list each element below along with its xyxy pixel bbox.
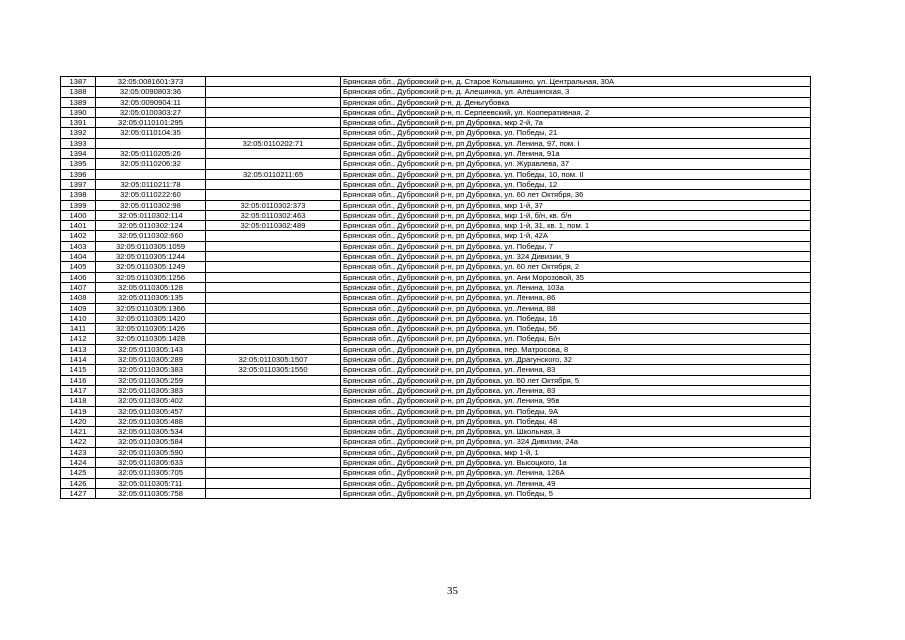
table-row bbox=[61, 457, 811, 467]
table-row bbox=[61, 231, 811, 241]
cadastral-number-cell: 32:05:0110305:1256 bbox=[96, 272, 206, 282]
cadastral-number-cell: 32:05:0110302:124 bbox=[96, 221, 206, 231]
secondary-cadastral-number-cell bbox=[206, 128, 341, 138]
row-number-cell: 1401 bbox=[61, 221, 96, 231]
address-cell: Брянская обл., Дубровский р-н, рп Дубровка, мкр 1-й, 42А bbox=[341, 231, 811, 241]
address-cell: Брянская обл., Дубровский р-н, д. Деньгубовка bbox=[341, 97, 811, 107]
secondary-cadastral-number-cell: 32:05:0110202:71 bbox=[206, 138, 341, 148]
table-row bbox=[61, 313, 811, 323]
address-cell: Брянская обл., Дубровский р-н, рп Дубровка, ул. 324 Дивизии, 24а bbox=[341, 437, 811, 447]
table-row bbox=[61, 447, 811, 457]
row-number-cell: 1426 bbox=[61, 478, 96, 488]
cadastral-number-cell: 32:05:0110305:289 bbox=[96, 355, 206, 365]
address-cell: Брянская обл., Дубровский р-н, рп Дубровка, мкр 2-й, 7а bbox=[341, 118, 811, 128]
address-cell: Брянская обл., Дубровский р-н, рп Дубровка, ул. Победы, 16 bbox=[341, 313, 811, 323]
table-row bbox=[61, 437, 811, 447]
row-number-cell: 1418 bbox=[61, 396, 96, 406]
address-cell: Брянская обл., Дубровский р-н, рп Дубровка, ул. Победы, 5 bbox=[341, 488, 811, 498]
secondary-cadastral-number-cell bbox=[206, 313, 341, 323]
row-number-cell: 1414 bbox=[61, 355, 96, 365]
address-cell: Брянская обл., Дубровский р-н, д. Алешинка, ул. Алёшинская, 3 bbox=[341, 87, 811, 97]
cadastral-number-cell: 32:05:0110104:35 bbox=[96, 128, 206, 138]
secondary-cadastral-number-cell bbox=[206, 447, 341, 457]
cadastral-number-cell bbox=[96, 169, 206, 179]
row-number-cell: 1390 bbox=[61, 107, 96, 117]
cadastral-number-cell: 32:05:0110305:383 bbox=[96, 385, 206, 395]
address-cell: Брянская обл., Дубровский р-н, рп Дубровка, ул. Ленина, 88 bbox=[341, 303, 811, 313]
table-row bbox=[61, 210, 811, 220]
cadastral-number-cell: 32:05:0110305:488 bbox=[96, 416, 206, 426]
row-number-cell: 1391 bbox=[61, 118, 96, 128]
table-row bbox=[61, 303, 811, 313]
table-row bbox=[61, 406, 811, 416]
row-number-cell: 1395 bbox=[61, 159, 96, 169]
cadastral-number-cell: 32:05:0110305:705 bbox=[96, 468, 206, 478]
cadastral-number-cell: 32:05:0110305:128 bbox=[96, 282, 206, 292]
secondary-cadastral-number-cell bbox=[206, 262, 341, 272]
table-row bbox=[61, 107, 811, 117]
secondary-cadastral-number-cell bbox=[206, 334, 341, 344]
secondary-cadastral-number-cell bbox=[206, 344, 341, 354]
cadastral-number-cell: 32:05:0110305:1420 bbox=[96, 313, 206, 323]
row-number-cell: 1393 bbox=[61, 138, 96, 148]
cadastral-number-cell: 32:05:0110305:711 bbox=[96, 478, 206, 488]
cadastral-number-cell: 32:05:0110305:1249 bbox=[96, 262, 206, 272]
address-cell: Брянская обл., Дубровский р-н, рп Дубровка, ул. Победы, 48 bbox=[341, 416, 811, 426]
address-cell: Брянская обл., Дубровский р-н, рп Дубровка, ул. Ленина, 103а bbox=[341, 282, 811, 292]
address-cell: Брянская обл., Дубровский р-н, рп Дубровка, ул. Ленина, 126А bbox=[341, 468, 811, 478]
address-cell: Брянская обл., Дубровский р-н, рп Дубровка, ул. Ленина, 49 bbox=[341, 478, 811, 488]
secondary-cadastral-number-cell bbox=[206, 293, 341, 303]
row-number-cell: 1409 bbox=[61, 303, 96, 313]
row-number-cell: 1420 bbox=[61, 416, 96, 426]
secondary-cadastral-number-cell bbox=[206, 97, 341, 107]
page-number: 35 bbox=[447, 585, 458, 597]
secondary-cadastral-number-cell bbox=[206, 241, 341, 251]
cadastral-number-cell: 32:05:0110305:590 bbox=[96, 447, 206, 457]
row-number-cell: 1406 bbox=[61, 272, 96, 282]
address-cell: Брянская обл., Дубровский р-н, рп Дубровка, мкр 1-й, 37 bbox=[341, 200, 811, 210]
address-cell: Брянская обл., Дубровский р-н, рп Дубровка, мкр 1-й, б/н, кв. б/н bbox=[341, 210, 811, 220]
table-row bbox=[61, 149, 811, 159]
cadastral-number-cell: 32:05:0110305:1428 bbox=[96, 334, 206, 344]
row-number-cell: 1427 bbox=[61, 488, 96, 498]
cadastral-number-cell: 32:05:0110101:295 bbox=[96, 118, 206, 128]
address-cell: Брянская обл., Дубровский р-н, рп Дубровка, ул. 60 лет Октября, 36 bbox=[341, 190, 811, 200]
address-cell: Брянская обл., Дубровский р-н, рп Дубровка, ул. Победы, 10, пом. II bbox=[341, 169, 811, 179]
address-cell: Брянская обл., Дубровский р-н, рп Дубровка, ул. Ленина, 95в bbox=[341, 396, 811, 406]
secondary-cadastral-number-cell: 32:05:0110305:1550 bbox=[206, 365, 341, 375]
cadastral-number-cell: 32:05:0110305:584 bbox=[96, 437, 206, 447]
table-row bbox=[61, 396, 811, 406]
row-number-cell: 1423 bbox=[61, 447, 96, 457]
secondary-cadastral-number-cell bbox=[206, 468, 341, 478]
secondary-cadastral-number-cell bbox=[206, 385, 341, 395]
row-number-cell: 1404 bbox=[61, 252, 96, 262]
secondary-cadastral-number-cell bbox=[206, 324, 341, 334]
table-row bbox=[61, 138, 811, 148]
address-cell: Брянская обл., Дубровский р-н, рп Дубровка, ул. Ани Морозовой, 35 bbox=[341, 272, 811, 282]
address-cell: Брянская обл., Дубровский р-н, рп Дубровка, ул. 324 Дивизии, 9 bbox=[341, 252, 811, 262]
cadastral-number-cell: 32:05:0110305:1426 bbox=[96, 324, 206, 334]
secondary-cadastral-number-cell bbox=[206, 406, 341, 416]
cadastral-number-cell: 32:05:0110305:534 bbox=[96, 427, 206, 437]
table-row bbox=[61, 169, 811, 179]
secondary-cadastral-number-cell: 32:05:0110302:489 bbox=[206, 221, 341, 231]
secondary-cadastral-number-cell bbox=[206, 437, 341, 447]
table-row bbox=[61, 262, 811, 272]
secondary-cadastral-number-cell bbox=[206, 118, 341, 128]
row-number-cell: 1411 bbox=[61, 324, 96, 334]
secondary-cadastral-number-cell bbox=[206, 252, 341, 262]
table-row bbox=[61, 344, 811, 354]
table-row bbox=[61, 355, 811, 365]
cadastral-number-cell bbox=[96, 138, 206, 148]
table-row bbox=[61, 385, 811, 395]
secondary-cadastral-number-cell bbox=[206, 416, 341, 426]
table-row bbox=[61, 241, 811, 251]
table-row bbox=[61, 87, 811, 97]
table-row bbox=[61, 282, 811, 292]
cadastral-number-cell: 32:05:0090904:11 bbox=[96, 97, 206, 107]
table-row bbox=[61, 97, 811, 107]
secondary-cadastral-number-cell bbox=[206, 149, 341, 159]
secondary-cadastral-number-cell: 32:05:0110305:1507 bbox=[206, 355, 341, 365]
row-number-cell: 1405 bbox=[61, 262, 96, 272]
address-cell: Брянская обл., Дубровский р-н, рп Дубровка, ул. Ленина, 86 bbox=[341, 293, 811, 303]
row-number-cell: 1387 bbox=[61, 77, 96, 87]
secondary-cadastral-number-cell bbox=[206, 77, 341, 87]
secondary-cadastral-number-cell: 32:05:0110302:373 bbox=[206, 200, 341, 210]
cadastral-number-cell: 32:05:0110302:660 bbox=[96, 231, 206, 241]
row-number-cell: 1399 bbox=[61, 200, 96, 210]
table-row bbox=[61, 252, 811, 262]
secondary-cadastral-number-cell bbox=[206, 282, 341, 292]
row-number-cell: 1416 bbox=[61, 375, 96, 385]
table-row bbox=[61, 468, 811, 478]
secondary-cadastral-number-cell bbox=[206, 272, 341, 282]
table-row bbox=[61, 293, 811, 303]
cadastral-number-cell: 32:05:0110305:633 bbox=[96, 457, 206, 467]
cadastral-number-cell: 32:05:0110305:143 bbox=[96, 344, 206, 354]
row-number-cell: 1389 bbox=[61, 97, 96, 107]
row-number-cell: 1422 bbox=[61, 437, 96, 447]
row-number-cell: 1402 bbox=[61, 231, 96, 241]
address-cell: Брянская обл., Дубровский р-н, рп Дубровка, ул. Ленина, 83 bbox=[341, 365, 811, 375]
cadastral-number-cell: 32:05:0110211:78 bbox=[96, 179, 206, 189]
row-number-cell: 1396 bbox=[61, 169, 96, 179]
table-row bbox=[61, 221, 811, 231]
secondary-cadastral-number-cell bbox=[206, 396, 341, 406]
row-number-cell: 1407 bbox=[61, 282, 96, 292]
secondary-cadastral-number-cell bbox=[206, 427, 341, 437]
cadastral-number-cell: 32:05:0110222:60 bbox=[96, 190, 206, 200]
table-row bbox=[61, 416, 811, 426]
row-number-cell: 1397 bbox=[61, 179, 96, 189]
row-number-cell: 1400 bbox=[61, 210, 96, 220]
row-number-cell: 1415 bbox=[61, 365, 96, 375]
address-cell: Брянская обл., Дубровский р-н, п. Серпеевский, ул. Кооперативная, 2 bbox=[341, 107, 811, 117]
row-number-cell: 1410 bbox=[61, 313, 96, 323]
secondary-cadastral-number-cell bbox=[206, 190, 341, 200]
cadastral-number-cell: 32:05:0090803:36 bbox=[96, 87, 206, 97]
table-row bbox=[61, 488, 811, 498]
secondary-cadastral-number-cell bbox=[206, 488, 341, 498]
address-cell: Брянская обл., Дубровский р-н, рп Дубровка, ул. Ленина, 91а bbox=[341, 149, 811, 159]
address-cell: Брянская обл., Дубровский р-н, рп Дубровка, ул. Ленина, 97, пом. I bbox=[341, 138, 811, 148]
row-number-cell: 1403 bbox=[61, 241, 96, 251]
table-row bbox=[61, 324, 811, 334]
cadastral-number-cell: 32:05:0110305:135 bbox=[96, 293, 206, 303]
address-cell: Брянская обл., Дубровский р-н, рп Дубровка, ул. Победы, 7 bbox=[341, 241, 811, 251]
address-cell: Брянская обл., Дубровский р-н, рп Дубровка, ул. Школьная, 3 bbox=[341, 427, 811, 437]
cadastral-number-cell: 32:05:0110305:1059 bbox=[96, 241, 206, 251]
row-number-cell: 1394 bbox=[61, 149, 96, 159]
secondary-cadastral-number-cell bbox=[206, 478, 341, 488]
address-cell: Брянская обл., Дубровский р-н, рп Дубровка, ул. 60 лет Октября, 2 bbox=[341, 262, 811, 272]
row-number-cell: 1408 bbox=[61, 293, 96, 303]
address-cell: Брянская обл., Дубровский р-н, рп Дубровка, ул. Победы, 56 bbox=[341, 324, 811, 334]
cadastral-number-cell: 32:05:0110305:259 bbox=[96, 375, 206, 385]
secondary-cadastral-number-cell bbox=[206, 375, 341, 385]
table-row bbox=[61, 190, 811, 200]
row-number-cell: 1425 bbox=[61, 468, 96, 478]
secondary-cadastral-number-cell bbox=[206, 179, 341, 189]
address-cell: Брянская обл., Дубровский р-н, рп Дубровка, пер. Матросова, 8 bbox=[341, 344, 811, 354]
table-row bbox=[61, 272, 811, 282]
secondary-cadastral-number-cell bbox=[206, 87, 341, 97]
address-cell: Брянская обл., Дубровский р-н, рп Дубровка, ул. Журавлева, 37 bbox=[341, 159, 811, 169]
cadastral-number-cell: 32:05:0110305:402 bbox=[96, 396, 206, 406]
secondary-cadastral-number-cell bbox=[206, 107, 341, 117]
table-body bbox=[61, 77, 811, 499]
table-row bbox=[61, 200, 811, 210]
address-cell: Брянская обл., Дубровский р-н, рп Дубровка, мкр 1-й, 31, кв. 1, пом. 1 bbox=[341, 221, 811, 231]
secondary-cadastral-number-cell bbox=[206, 457, 341, 467]
row-number-cell: 1398 bbox=[61, 190, 96, 200]
secondary-cadastral-number-cell: 32:05:0110302:463 bbox=[206, 210, 341, 220]
cadastral-number-cell: 32:05:0081601:373 bbox=[96, 77, 206, 87]
row-number-cell: 1392 bbox=[61, 128, 96, 138]
address-cell: Брянская обл., Дубровский р-н, рп Дубровка, ул. Высоцкого, 1а bbox=[341, 457, 811, 467]
cadastral-number-cell: 32:05:0110206:32 bbox=[96, 159, 206, 169]
table-row bbox=[61, 159, 811, 169]
row-number-cell: 1412 bbox=[61, 334, 96, 344]
row-number-cell: 1388 bbox=[61, 87, 96, 97]
table-row bbox=[61, 118, 811, 128]
address-cell: Брянская обл., Дубровский р-н, рп Дубровка, ул. Победы, 21 bbox=[341, 128, 811, 138]
secondary-cadastral-number-cell bbox=[206, 159, 341, 169]
table-row bbox=[61, 427, 811, 437]
table-row bbox=[61, 478, 811, 488]
address-cell: Брянская обл., Дубровский р-н, д. Старое Колышкино, ул. Центральная, 30А bbox=[341, 77, 811, 87]
table-row bbox=[61, 334, 811, 344]
table-row bbox=[61, 179, 811, 189]
secondary-cadastral-number-cell bbox=[206, 303, 341, 313]
cadastral-number-cell: 32:05:0110205:26 bbox=[96, 149, 206, 159]
address-cell: Брянская обл., Дубровский р-н, рп Дубровка, ул. Победы, 12 bbox=[341, 179, 811, 189]
property-table bbox=[60, 76, 811, 499]
cadastral-number-cell: 32:05:0110302:98 bbox=[96, 200, 206, 210]
cadastral-number-cell: 32:05:0110302:114 bbox=[96, 210, 206, 220]
table-row bbox=[61, 128, 811, 138]
address-cell: Брянская обл., Дубровский р-н, рп Дубровка, ул. Победы, Б/н bbox=[341, 334, 811, 344]
table-row bbox=[61, 365, 811, 375]
address-cell: Брянская обл., Дубровский р-н, рп Дубровка, ул. Драгунского, 32 bbox=[341, 355, 811, 365]
address-cell: Брянская обл., Дубровский р-н, рп Дубровка, ул. 60 лет Октября, 5 bbox=[341, 375, 811, 385]
row-number-cell: 1417 bbox=[61, 385, 96, 395]
secondary-cadastral-number-cell: 32:05:0110211:65 bbox=[206, 169, 341, 179]
row-number-cell: 1421 bbox=[61, 427, 96, 437]
table-row bbox=[61, 375, 811, 385]
secondary-cadastral-number-cell bbox=[206, 231, 341, 241]
address-cell: Брянская обл., Дубровский р-н, рп Дубровка, мкр 1-й, 1 bbox=[341, 447, 811, 457]
cadastral-number-cell: 32:05:0110305:457 bbox=[96, 406, 206, 416]
cadastral-number-cell: 32:05:0110305:758 bbox=[96, 488, 206, 498]
cadastral-number-cell: 32:05:0110305:1366 bbox=[96, 303, 206, 313]
cadastral-number-cell: 32:05:0100303:27 bbox=[96, 107, 206, 117]
address-cell: Брянская обл., Дубровский р-н, рп Дубровка, ул. Победы, 9А bbox=[341, 406, 811, 416]
address-cell: Брянская обл., Дубровский р-н, рп Дубровка, ул. Ленина, 83 bbox=[341, 385, 811, 395]
cadastral-number-cell: 32:05:0110305:383 bbox=[96, 365, 206, 375]
table-row bbox=[61, 77, 811, 87]
row-number-cell: 1419 bbox=[61, 406, 96, 416]
cadastral-number-cell: 32:05:0110305:1244 bbox=[96, 252, 206, 262]
row-number-cell: 1424 bbox=[61, 457, 96, 467]
row-number-cell: 1413 bbox=[61, 344, 96, 354]
